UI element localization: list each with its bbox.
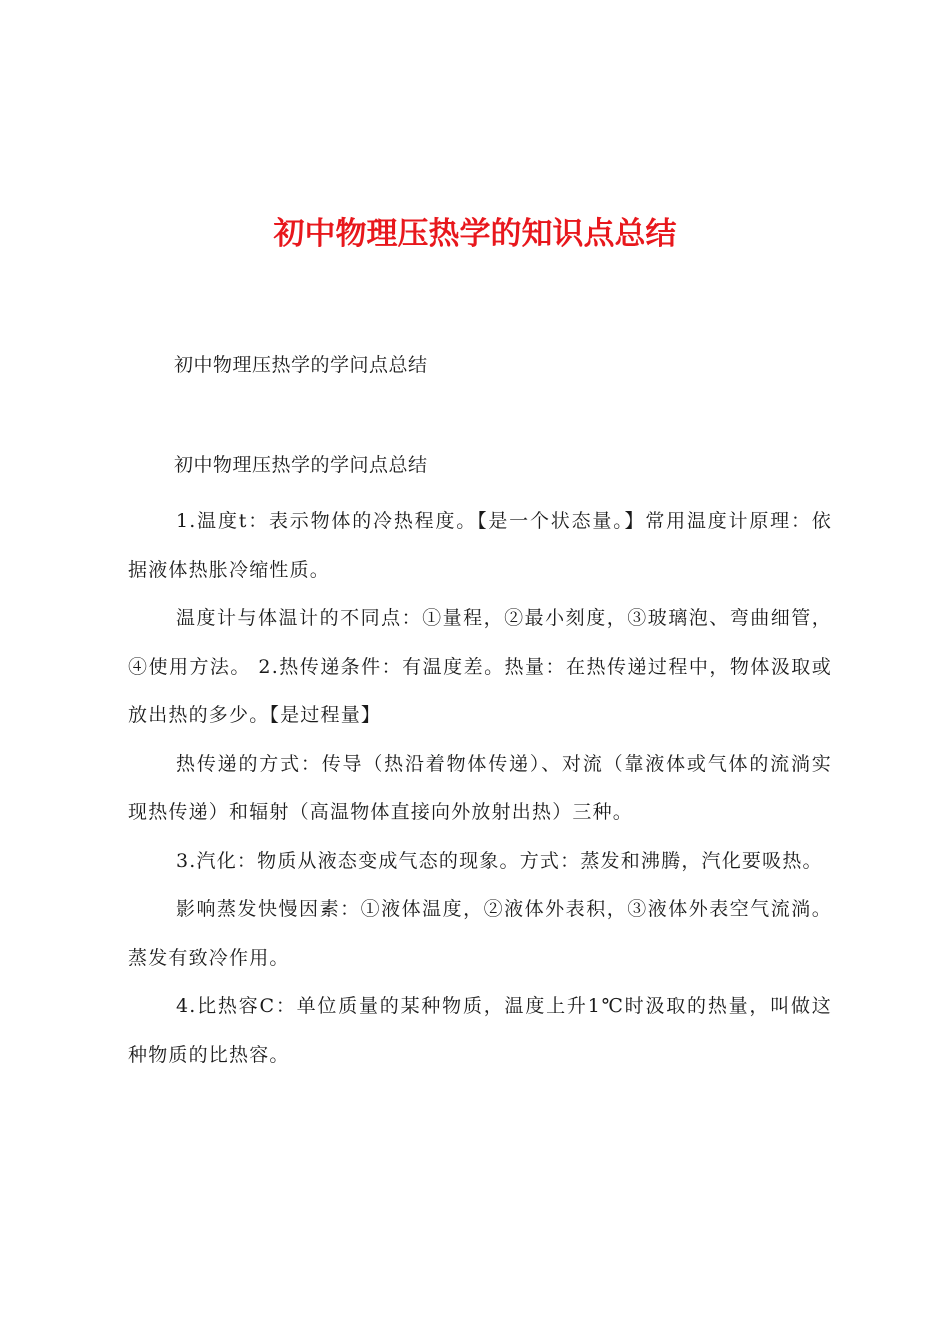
paragraph-temperature: 1.温度t：表示物体的冷热程度。【是一个状态量。】常用温度计原理：依据液体热胀冷缩性质。: [128, 510, 832, 581]
document-subtitle: 初中物理压热学的学问点总结: [174, 354, 428, 376]
document-title: 初中物理压热学的知识点总结: [273, 216, 677, 252]
document-body: [128, 497, 832, 1079]
paragraph-specific-heat: 4.比热容C：单位质量的某种物质，温度上升1℃时汲取的热量，叫做这种物质的比热容。: [128, 995, 832, 1066]
paragraph-vaporization: 3.汽化：物质从液态变成气态的现象。方式：蒸发和沸腾，汽化要吸热。: [176, 849, 823, 872]
paragraph-evaporation-factors: 影响蒸发快慢因素：①液体温度，②液体外表积，③液体外表空气流淌。蒸发有致冷作用。: [128, 898, 832, 969]
section-heading: 初中物理压热学的学问点总结: [174, 454, 428, 476]
paragraph-heat-transfer-methods: 热传递的方式：传导（热沿着物体传递）、对流（靠液体或气体的流淌实现热传递）和辐射（高温物体直接向外放射出热）三种。: [128, 752, 832, 823]
paragraph-thermometer-heat-transfer: 温度计与体温计的不同点：①量程，②最小刻度，③玻璃泡、弯曲细管，④使用方法。 2.热传递条件：有温度差。热量：在热传递过程中，物体汲取或放出热的多少。【是过程量】: [128, 607, 832, 726]
